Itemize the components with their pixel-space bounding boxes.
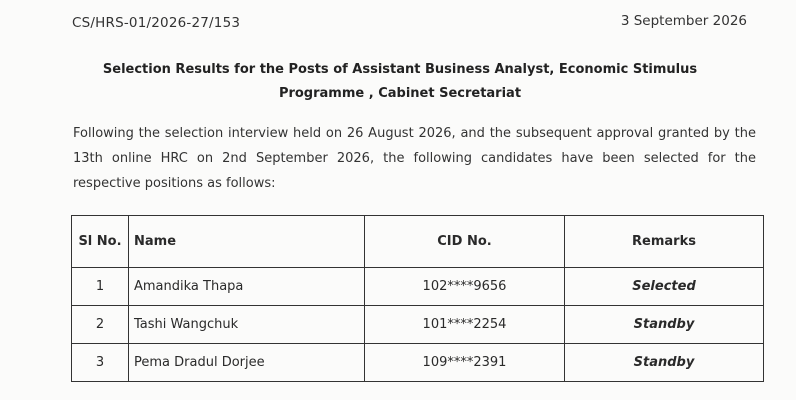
header-remarks: Remarks (565, 216, 764, 268)
table-row (72, 268, 764, 306)
cell-name: Pema Dradul Dorjee (129, 344, 365, 382)
results-table (71, 215, 764, 382)
cell-sl-no: 2 (72, 306, 129, 344)
intro-paragraph: Following the selection interview held on 26 August 2026, and the subsequent approval granted by the 13th online HRC on 2nd September 2026, the following candidates have been selected for the respective positions as follows: (73, 126, 756, 191)
document-date: 3 September 2026 (620, 13, 747, 29)
table-row (72, 344, 764, 382)
cell-cid: 102****9656 (365, 268, 565, 306)
table-header-row (72, 216, 764, 268)
table-row (72, 306, 764, 344)
cell-cid: 109****2391 (365, 344, 565, 382)
document-title-line-1: Selection Results for the Posts of Assistant Business Analyst, Economic Stimulus (102, 62, 698, 77)
reference-number: CS/HRS-01/2026-27/153 (72, 15, 241, 31)
cell-name: Tashi Wangchuk (129, 306, 365, 344)
document-title-line-2: Programme , Cabinet Secretariat (278, 86, 522, 101)
header-cid-no: CID No. (365, 216, 565, 268)
cell-remarks: Standby (565, 306, 764, 344)
cell-sl-no: 1 (72, 268, 129, 306)
cell-remarks: Standby (565, 344, 764, 382)
header-sl-no: Sl No. (72, 216, 129, 268)
header-name: Name (129, 216, 365, 268)
cell-sl-no: 3 (72, 344, 129, 382)
cell-remarks: Selected (565, 268, 764, 306)
cell-name: Amandika Thapa (129, 268, 365, 306)
cell-cid: 101****2254 (365, 306, 565, 344)
